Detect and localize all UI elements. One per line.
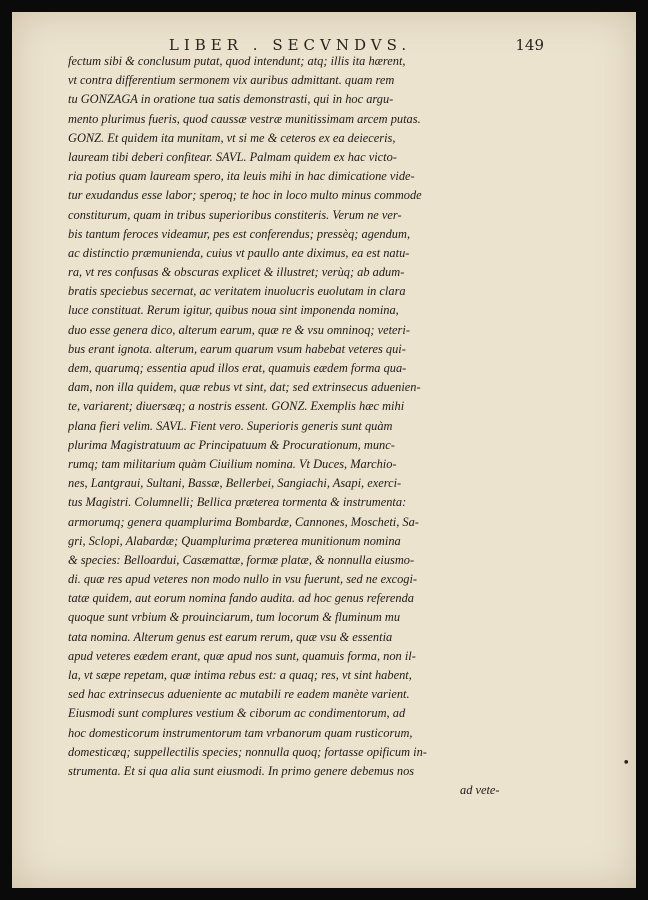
body-text: [68, 52, 628, 800]
text-line: tatæ quidem, aut eorum nomina fando audita. ad hoc genus referenda: [68, 591, 414, 606]
text-line: bratis speciebus secernat, ac veritatem inuolucris euolutam in clara: [68, 284, 406, 299]
text-line: tata nomina. Alterum genus est earum rerum, quæ vsu & essentia: [68, 629, 393, 644]
text-line: quoque sunt vrbium & prouinciarum, tum locorum & fluminum mu: [68, 610, 401, 625]
text-line: plurima Magistratuum ac Principatuum & Procurationum, munc-: [68, 437, 395, 452]
text-line: gri, Sclopi, Alabardæ; Quamplurima præterea munitionum nomina: [68, 533, 401, 548]
text-line: ra, vt res confusas & obscuras explicet & illustret; verùq; ab adum-: [68, 265, 405, 280]
text-line: dam, non illa quidem, quæ rebus vt sint, dat; sed extrinsecus aduenien-: [68, 380, 421, 395]
text-line: apud veteres eædem erant, quæ apud nos sunt, quamuis forma, non il-: [68, 648, 416, 663]
text-line: rumq; tam militarium quàm Ciuilium nomina. Vt Duces, Marchio-: [68, 456, 397, 471]
text-line: bis tantum feroces videamur, pes est conferendus; pressèq; agendum,: [68, 226, 411, 241]
text-line: bus erant ignota. alterum, earum quarum vsum habebat veteres qui-: [68, 341, 406, 356]
text-line: la, vt sæpe repetam, quæ intima rebus est: a quaq; res, vt sint habent,: [68, 668, 412, 682]
margin-mark-icon: •: [622, 756, 630, 771]
text-line: tus Magistri. Columnelli; Bellica præterea tormenta & instrumenta:: [68, 495, 407, 510]
text-line: fectum sibi & conclusum putat, quod intendunt; atq; illis ita hærent,: [68, 54, 406, 68]
text-line: lauream tibi deberi confitear. SAVL. Palmam quidem ex hac victo-: [68, 149, 397, 164]
text-line: te, variarent; diuersæq; a nostris essent. GONZ. Exemplis hæc mihi: [68, 399, 405, 414]
book-page: [12, 12, 636, 888]
text-line: strumenta. Et si qua alia sunt eiusmodi. In primo genere debemus nos: [68, 763, 415, 778]
text-line: domesticæq; suppellectilis species; nonnulla quoq; fortasse opificum in-: [68, 744, 427, 759]
text-line: dem, quarumq; essentia apud illos erat, quamuis eædem forma qua-: [68, 361, 407, 375]
text-line: nes, Lantgraui, Sultani, Bassæ, Bellerbei, Sangiachi, Asapi, exerci-: [68, 476, 402, 491]
text-line: tu GONZAGA in oratione tua satis demonstrasti, qui in hoc argu-: [68, 92, 394, 107]
running-head: LIBER . SECVNDVS.: [168, 36, 412, 54]
text-line: di. quæ res apud veteres non modo nullo in vsu fuerunt, sed ne excogi-: [68, 572, 418, 587]
text-line: ac distinctio præmunienda, cuius vt paullo ante diximus, ea est natu-: [68, 245, 410, 260]
catchword: ad vete-: [460, 783, 500, 798]
text-line: luce constituat. Rerum igitur, quibus noua sint imponenda nomina,: [68, 303, 399, 318]
text-line: duo esse genera dico, alterum earum, quæ re & vsu omninoq; veteri-: [68, 322, 410, 337]
text-line: sed hac extrinsecus adueniente ac mutabili re eadem manète varient.: [68, 687, 410, 702]
text-line: & species: Belloardui, Casæmattæ, formæ platæ, & nonnulla eiusmo-: [68, 552, 415, 567]
text-line: ria potius quam lauream spero, ita leuis mihi in hac dimicatione vide-: [68, 169, 415, 184]
text-line: mento plurimus fueris, quod caussæ vestræ munitissimam arcem putas.: [68, 111, 421, 126]
page-number: 149: [515, 36, 544, 54]
text-line: hoc domesticorum instrumentorum tam vrbanorum quam rusticorum,: [68, 725, 413, 740]
text-line: vt contra differentium sermonem vix auribus admittant. quam rem: [68, 73, 395, 88]
text-line: Eiusmodi sunt complures vestium & ciborum ac condimentorum, ad: [68, 706, 406, 721]
text-line: tur exudandus esse labor; speroq; te hoc in loco multo minus commode: [68, 188, 422, 203]
text-line: armorumq; genera quamplurima Bombardæ, Cannones, Moscheti, Sa-: [68, 514, 419, 529]
text-line: plana fieri velim. SAVL. Fient vero. Superioris generis sunt quàm: [68, 418, 393, 433]
text-line: constiturum, quam in tribus superioribus constiteris. Verum ne ver-: [68, 207, 402, 222]
text-line: GONZ. Et quidem ita munitam, vt si me & ceteros ex ea deieceris,: [68, 130, 396, 145]
